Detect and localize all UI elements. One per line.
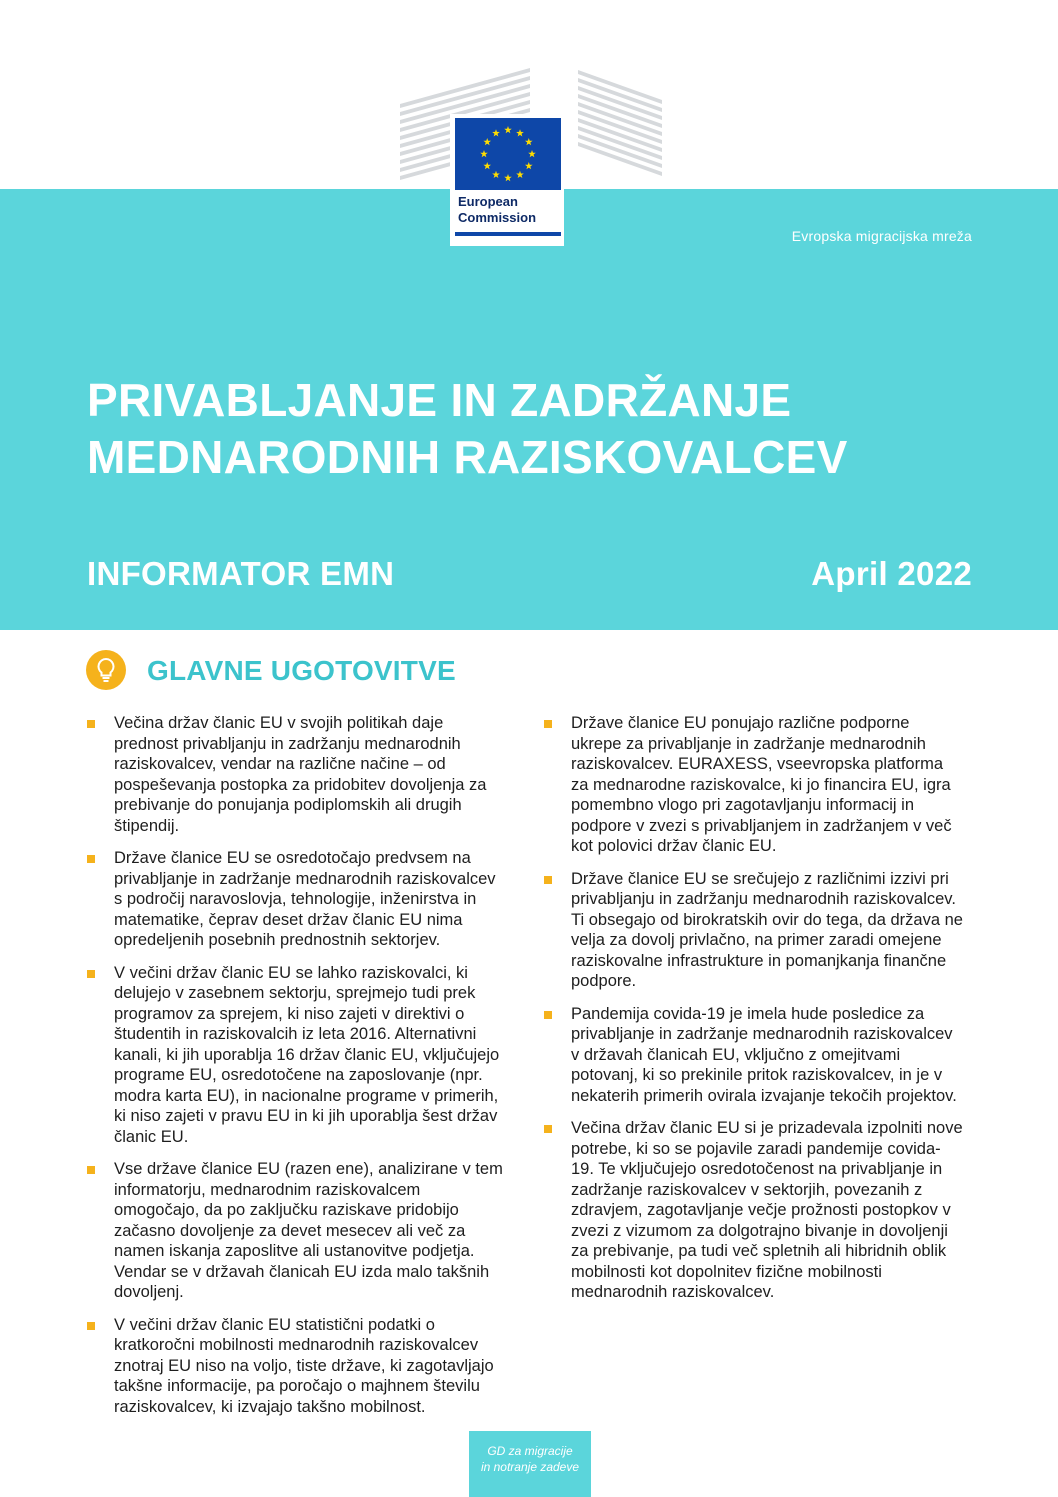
list-item: Države članice EU se osredotočajo predvsem na privabljanje in zadržanje mednarodnih raziskovalcev s področij naravoslovja, tehnologije, inženirstva in matematike, čeprav deset držav članic EU nima opredeljenih posebnih prednostnih sektorjev.	[86, 848, 506, 951]
bullet-square-icon	[544, 876, 552, 884]
bullet-square-icon	[544, 1011, 552, 1019]
publication-date: April 2022	[811, 555, 972, 592]
bullet-square-icon	[87, 855, 95, 863]
footer-line-1: GD za migracije	[487, 1444, 573, 1458]
list-item: Večina držav članic EU v svojih politikah daje prednost privabljanju in zadržanju mednarodnih raziskovalcev, vendar na različne načine – od pospeševanja postopka za pridobitev dovoljenja za prebivanje do ponujanja podiplomskih ali drugih štipendij.	[86, 713, 506, 836]
footer-dg-label	[469, 1431, 591, 1497]
network-label: Evropska migracijska mreža	[791, 228, 972, 244]
bullet-square-icon	[544, 720, 552, 728]
findings-right-column	[543, 713, 963, 1315]
list-item: Pandemija covida-19 je imela hude posledice za privabljanje in zadržanje mednarodnih raziskovalcev v državah članicah EU, vključno z omejitvami potovanj, ki so prekinile pritok raziskovalcev, in je v nekaterih primerih ovirala izvajanje tekočih projektov.	[543, 1004, 963, 1107]
bullet-square-icon	[87, 970, 95, 978]
european-commission-logo	[400, 60, 662, 246]
footer-line-2: in notranje zadeve	[480, 1460, 580, 1474]
title-line-1: PRIVABLJANJE IN ZADRŽANJE	[87, 374, 792, 426]
bullet-square-icon	[544, 1125, 552, 1133]
page-title	[87, 372, 1007, 486]
list-item: Države članice EU se srečujejo z različnimi izzivi pri privabljanju in zadržanju mednarodnih raziskovalcev. Ti obsegajo od birokratskih ovir do tega, da država ne velja za dovolj privlačno, na primer zaradi omejene raziskovalne infrastrukture in pomanjkanja finančne podpore.	[543, 869, 963, 992]
list-item: Države članice EU ponujajo različne podporne ukrepe za privabljanje in zadržanje mednarodnih raziskovalcev. EURAXESS, vseevropska platforma za mednarodne raziskovalce, ki jo financira EU, igra pomembno vlogo pri zagotavljanju informacij in podpore v zvezi s privabljanjem in zadržanjem v več kot polovici držav članic EU.	[543, 713, 963, 857]
subtitle: INFORMATOR EMN	[87, 555, 395, 592]
bullet-square-icon	[87, 1322, 95, 1330]
bullet-square-icon	[87, 720, 95, 728]
lightbulb-icon	[86, 650, 126, 690]
bullet-square-icon	[87, 1166, 95, 1174]
logo-text-line2: Commission	[458, 210, 537, 225]
title-line-2: MEDNARODNIH RAZISKOVALCEV	[87, 431, 848, 483]
list-item: V večini držav članic EU statistični podatki o kratkoročni mobilnosti mednarodnih raziskovalcev znotraj EU niso na voljo, tiste države, ki zagotavljajo takšne informacije, pa poročajo o majhnem številu raziskovalcev, ki izvajajo takšno mobilnost.	[86, 1315, 506, 1418]
list-item: Večina držav članic EU si je prizadevala izpolniti nove potrebe, ki so se pojavile zaradi pandemije covida-19. Te vključujejo osredotočenost na privabljanje in zadržanje raziskovalcev v sektorjih, povezanih z zdravjem, zagotavljanje večje prožnosti postopkov v zvezi z vizumom za dolgotrajno bivanje in dovoljenji za prebivanje, pa tudi več spletnih ali hibridnih oblik mobilnosti kot dopolnitev fizične mobilnosti mednarodnih raziskovalcev.	[543, 1118, 963, 1303]
findings-left-column	[86, 713, 506, 1429]
list-item: V večini držav članic EU se lahko raziskovalci, ki delujejo v zasebnem sektorju, sprejmejo tudi prek programov za sprejem, ki niso zajeti v direktivi o študentih in raziskovalcih iz leta 2016. Alternativni kanali, ki jih uporablja 16 držav članic EU, vključujejo programe EU, osredotočene na zaposlovanje (npr. modra karta EU), in nacionalne programe v primerih, ki niso zajeti v pravu EU in ki jih uporablja šest držav članic EU.	[86, 963, 506, 1148]
key-findings-title: GLAVNE UGOTOVITVE	[147, 655, 456, 686]
list-item: Vse države članice EU (razen ene), analizirane v tem informatorju, mednarodnim raziskovalcem omogočajo, da po zaključku raziskave pridobijo začasno dovoljenje za devet mesecev ali več za namen iskanja zaposlitve ali ustanovitve podjetja. Vendar se v državah članicah EU izda malo takšnih dovoljenj.	[86, 1159, 506, 1303]
logo-text-line1: European	[458, 194, 518, 209]
